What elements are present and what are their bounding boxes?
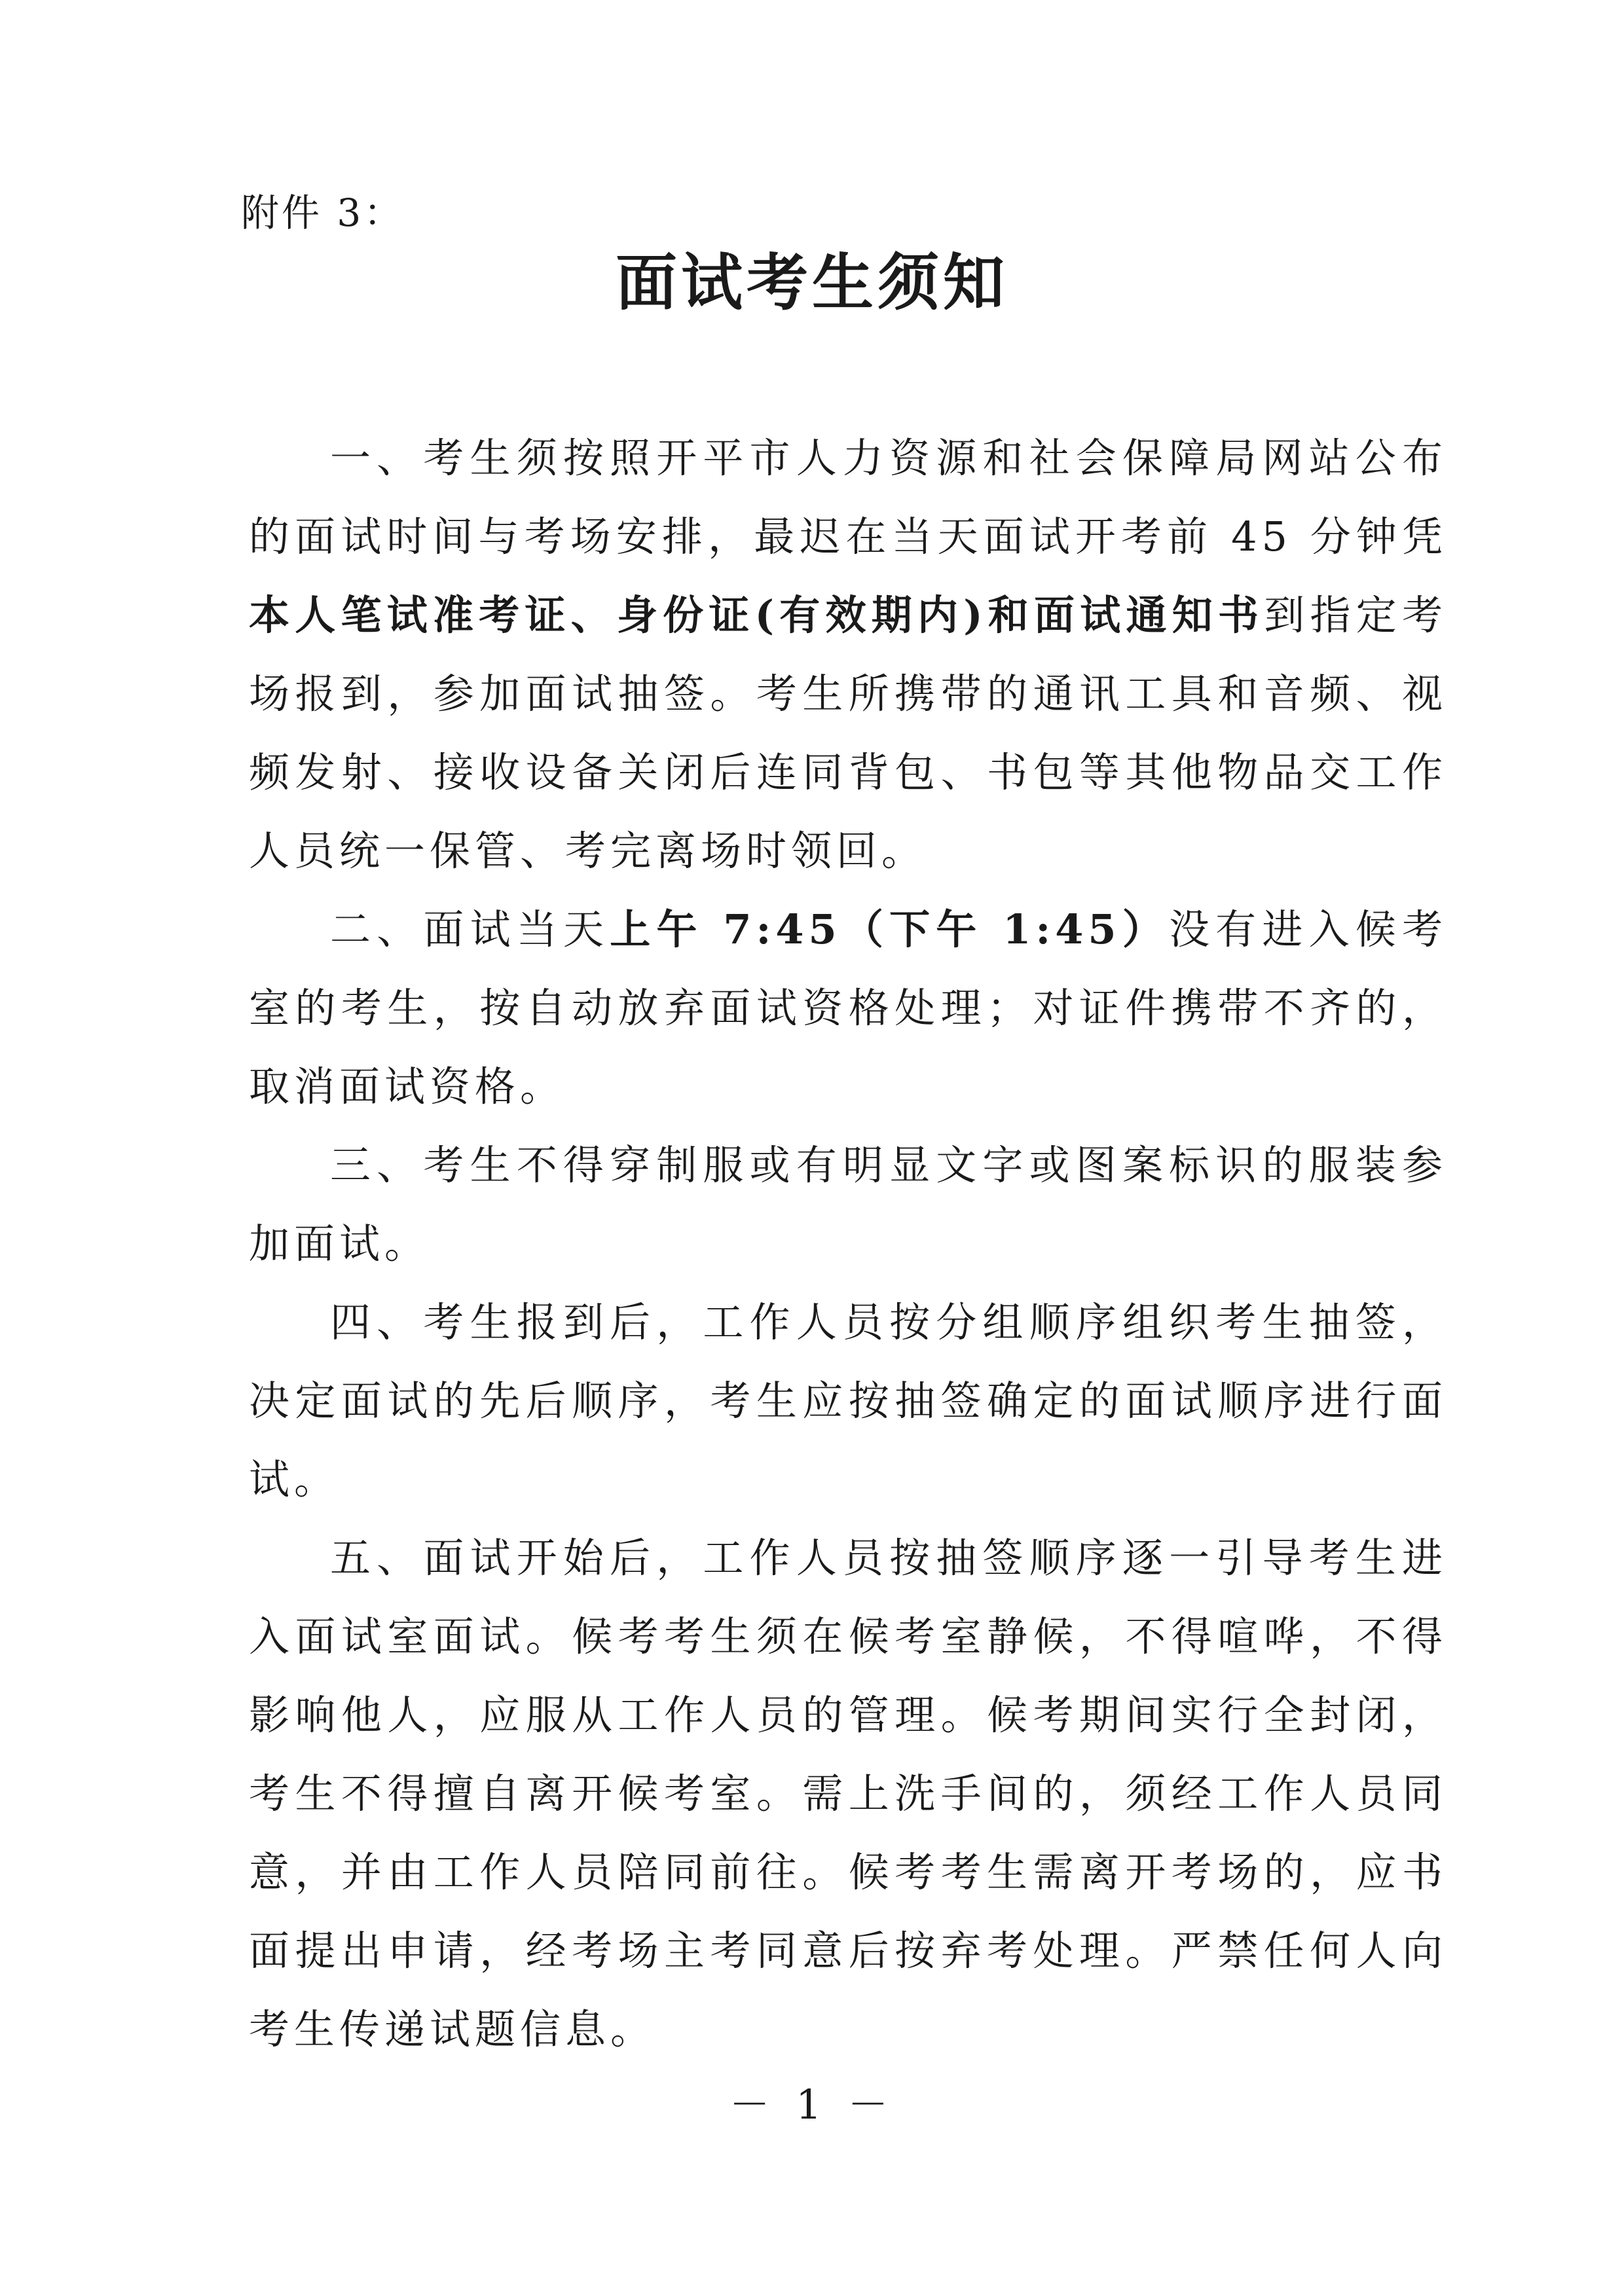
- paragraph-2: [249, 890, 1447, 1126]
- document-body: [249, 419, 1447, 2069]
- page-number: － 1 －: [729, 2081, 895, 2128]
- paragraph-2-text-c: 没有进入候考室的考生，按自动放弃面试资格处理；对证件携带不齐的，取消面试资格。: [249, 905, 1447, 1110]
- paragraph-1: [249, 419, 1447, 890]
- paragraph-1-text-c: 到指定考场报到，参加面试抽签。考生所携带的通讯工具和音频、视频发射、接收设备关闭后连同背包、书包等其他物品交工作人员统一保管、考完离场时领回。: [249, 591, 1447, 875]
- paragraph-2-emphasis: 上午 7:45（下午 1:45）: [610, 905, 1169, 953]
- paragraph-4: 四、考生报到后，工作人员按分组顺序组织考生抽签，决定面试的先后顺序，考生应按抽签确定的面试顺序进行面试。: [249, 1298, 1447, 1503]
- attachment-label: 附件 3：: [241, 191, 405, 235]
- paragraph-1-emphasis: 本人笔试准考证、身份证(有效期内)和面试通知书: [249, 591, 1264, 639]
- paragraph-5: 五、面试开始后，工作人员按抽签顺序逐一引导考生进入面试室面试。候考考生须在候考室静候，不得喧哗，不得影响他人，应服从工作人员的管理。候考期间实行全封闭，考生不得擅自离开候考室。需上洗手间的，须经工作人员同意，并由工作人员陪同前往。候考考生需离开考场的，应书面提出申请，经考场主考同意后按弃考处理。严禁任何人向考生传递试题信息。: [249, 1534, 1447, 2053]
- document-title: 面试考生须知: [615, 247, 1008, 319]
- paragraph-2-text-a: 二、面试当天: [330, 905, 610, 953]
- paragraph-1-text-a: 一、考生须按照开平市人力资源和社会保障局网站公布的面试时间与考场安排，最迟在当天面试开考前 45 分钟凭: [249, 434, 1447, 560]
- paragraph-3: 三、考生不得穿制服或有明显文字或图案标识的服装参加面试。: [249, 1141, 1447, 1267]
